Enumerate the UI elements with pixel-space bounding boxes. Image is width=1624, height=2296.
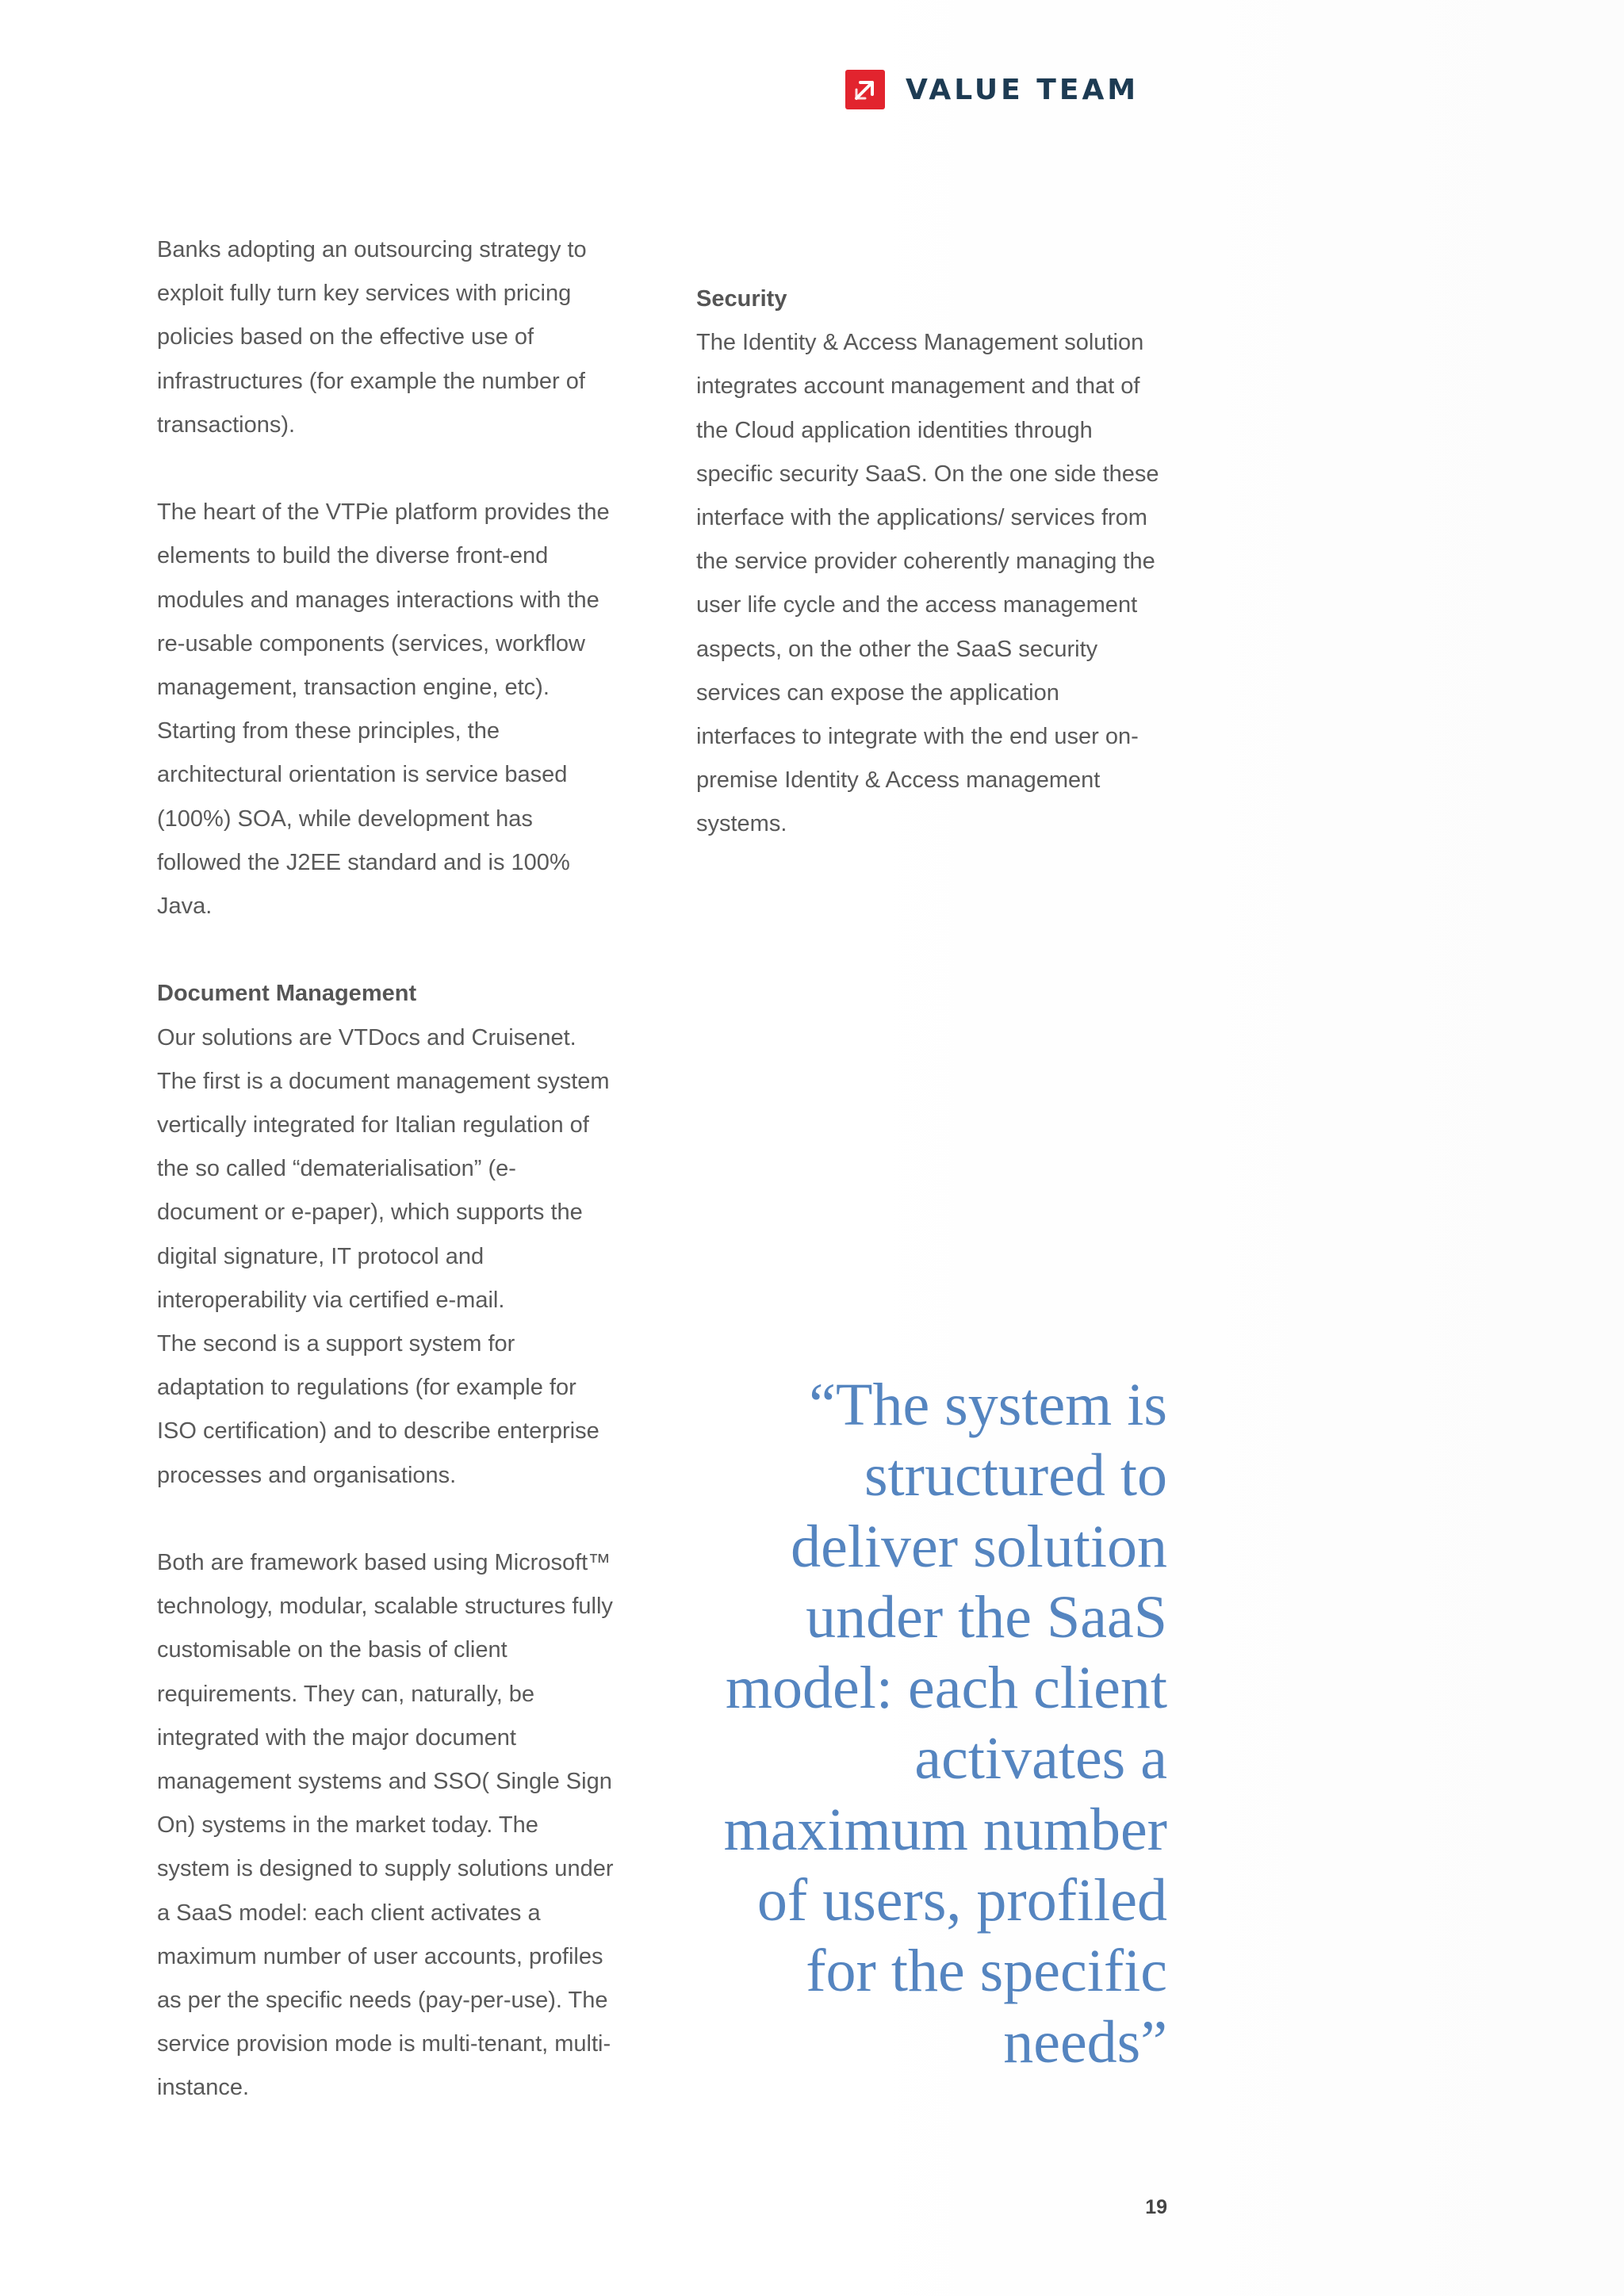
quote-line: activates a bbox=[914, 1725, 1167, 1793]
quote-line: structured to bbox=[864, 1442, 1167, 1510]
text-line: system is designed to supply solutions under bbox=[157, 1856, 614, 1882]
text-line: elements to build the diverse front-end bbox=[157, 543, 549, 569]
text-line: management systems and SSO( Single Sign bbox=[157, 1769, 612, 1795]
text-line: Both are framework based using Microsoft™ bbox=[157, 1550, 611, 1576]
text-line: adaptation to regulations (for example for bbox=[157, 1375, 576, 1401]
text-line: Starting from these principles, the bbox=[157, 718, 500, 744]
left-column bbox=[157, 228, 633, 2110]
text-line: management, transaction engine, etc). bbox=[157, 675, 550, 701]
text-line: infrastructures (for example the number of bbox=[157, 368, 585, 394]
text-line: The heart of the VTPie platform provides the bbox=[157, 499, 610, 526]
text-line: customisable on the basis of client bbox=[157, 1637, 508, 1663]
text-line: processes and organisations. bbox=[157, 1462, 457, 1488]
quote-line: model: each client bbox=[725, 1655, 1167, 1722]
text-line: ISO certification) and to describe enterprise bbox=[157, 1418, 599, 1445]
security-paragraph bbox=[696, 321, 1188, 846]
quote-line: for the specific bbox=[806, 1938, 1167, 2005]
text-line: user life cycle and the access management bbox=[696, 592, 1138, 618]
text-line: transactions). bbox=[157, 411, 296, 438]
quote-line: under the SaaS bbox=[806, 1583, 1167, 1651]
text-line: interface with the applications/ services from bbox=[696, 505, 1147, 531]
platform-paragraph bbox=[157, 491, 633, 928]
text-line: Java. bbox=[157, 894, 213, 920]
text-line: Banks adopting an outsourcing strategy to bbox=[157, 237, 587, 262]
quote-line: of users, profiled bbox=[756, 1867, 1167, 1934]
text-line: maximum number of user accounts, profiles bbox=[157, 1943, 603, 1969]
text-line: On) systems in the market today. The bbox=[157, 1812, 538, 1839]
text-line: document or e-paper), which supports the bbox=[157, 1200, 583, 1226]
text-line: requirements. They can, naturally, be bbox=[157, 1681, 535, 1707]
text-line: premise Identity & Access management bbox=[696, 767, 1101, 794]
text-line: followed the J2EE standard and is 100% bbox=[157, 849, 570, 875]
text-line: as per the specific needs (pay-per-use). The bbox=[157, 1988, 608, 2014]
text-line: interoperability via certified e-mail. bbox=[157, 1287, 505, 1313]
arrow-up-right-icon bbox=[845, 70, 885, 109]
text-line: aspects, on the other the SaaS security bbox=[696, 636, 1098, 662]
text-line: the so called “dematerialisation” (e- bbox=[157, 1156, 516, 1182]
quote-line: “The system is bbox=[809, 1372, 1167, 1438]
text-line: systems. bbox=[696, 811, 787, 837]
quote-line: maximum number bbox=[723, 1796, 1167, 1863]
text-line: exploit fully turn key services with pricing bbox=[157, 281, 572, 307]
text-line: The Identity & Access Management solution bbox=[696, 330, 1144, 356]
intro-paragraph bbox=[157, 228, 633, 447]
text-line: the Cloud application identities through bbox=[696, 417, 1093, 443]
quote-line: needs” bbox=[1003, 2008, 1167, 2076]
text-line: The first is a document management system bbox=[157, 1068, 610, 1094]
page-number: 19 bbox=[1145, 2196, 1167, 2218]
text-line: policies based on the effective use of bbox=[157, 324, 534, 350]
text-line: digital signature, IT protocol and bbox=[157, 1243, 485, 1269]
text-line: a SaaS model: each client activates a bbox=[157, 1900, 541, 1926]
quote-line: deliver solution bbox=[791, 1513, 1167, 1580]
text-line: vertically integrated for Italian regulation of bbox=[157, 1112, 589, 1138]
pull-quote bbox=[682, 1370, 1167, 2078]
framework-paragraph bbox=[157, 1541, 633, 2110]
text-line: instance. bbox=[157, 2075, 250, 2101]
text-line: Our solutions are VTDocs and Cruisenet. bbox=[157, 1024, 576, 1050]
text-line: architectural orientation is service based bbox=[157, 762, 568, 788]
value-team-logo bbox=[845, 70, 1139, 109]
document-management-heading: Document Management bbox=[157, 981, 417, 1007]
text-line: specific security SaaS. On the one side these bbox=[696, 461, 1159, 487]
text-line: technology, modular, scalable structures fully bbox=[157, 1594, 613, 1620]
text-line: services can expose the application bbox=[696, 679, 1059, 706]
text-line: interfaces to integrate with the end user on- bbox=[696, 724, 1139, 750]
text-line: The second is a support system for bbox=[157, 1331, 515, 1357]
document-management-paragraph bbox=[157, 1016, 633, 1498]
text-line: service provision mode is multi-tenant, multi- bbox=[157, 2031, 611, 2057]
text-line: integrates account management and that of bbox=[696, 373, 1140, 400]
text-line: (100%) SOA, while development has bbox=[157, 806, 533, 832]
right-column bbox=[696, 277, 1188, 847]
logo-text: VALUE TEAM bbox=[906, 73, 1139, 106]
text-line: integrated with the major document bbox=[157, 1724, 516, 1751]
security-heading: Security bbox=[696, 286, 787, 312]
text-line: the service provider coherently managing the bbox=[696, 549, 1155, 575]
text-line: modules and manages interactions with the bbox=[157, 587, 599, 613]
text-line: re-usable components (services, workflow bbox=[157, 630, 585, 656]
